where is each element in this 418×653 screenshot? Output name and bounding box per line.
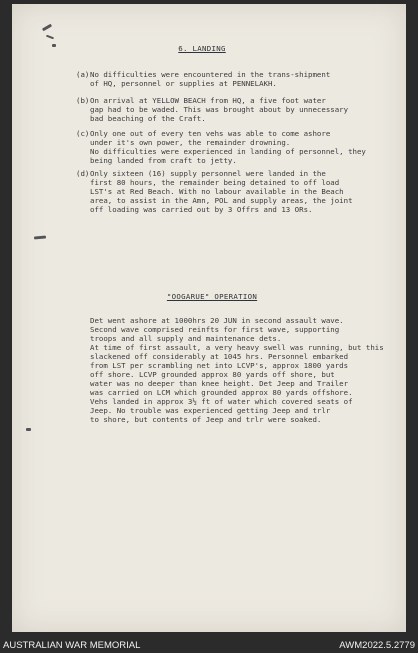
paragraph-text: On arrival at YELLOW BEACH from HQ, a five foot water gap had to be waded. This was brought about by unnecessary bad beaching of the Craft.	[90, 96, 349, 123]
footer-accession-number: AWM2022.5.2779	[339, 640, 415, 651]
footer-bar	[0, 636, 418, 653]
paragraph-label: (b)	[76, 96, 90, 105]
paragraph-text: Only one out of every ten vehs was able to come ashore under it's own power, the remainder drowning. No difficulties were experienced in landing of personnel, they being landed from craft to jetty.	[90, 129, 366, 165]
paragraph-label: (a)	[76, 70, 90, 79]
footer-credit: AUSTRALIAN WAR MEMORIAL	[3, 640, 141, 651]
section-heading: 6. LANDING	[178, 44, 226, 53]
document-page	[12, 4, 406, 632]
paragraph-text: Only sixteen (16) supply personnel were landed in the first 80 hours, the remainder being detained to off load LST's at Red Beach. With no labour available in the Beach area, to assist in the Amn, POL and supply areas, the joint off loading was carried out by 3 Offrs and 13 ORs.	[90, 169, 353, 214]
paragraph-label: (d)	[76, 169, 90, 178]
ink-mark	[46, 35, 54, 40]
ink-mark	[42, 24, 52, 32]
paragraph-text: No difficulties were encountered in the trans-shipment of HQ, personnel or supplies at PENNELAKH.	[90, 70, 331, 88]
ink-mark	[26, 428, 31, 431]
operation-heading: "OOGARUE" OPERATION	[166, 292, 258, 301]
ink-mark	[34, 235, 46, 239]
operation-text: Det went ashore at 1000hrs 20 JUN in second assault wave. Second wave comprised reinfts for first wave, supporting troops and all supply and maintenance dets. At time of first assault, a very heavy swell was running, but this slackened off considerably at 1045 hrs. Personnel embarked from LST per scrambling net into LCVP's, approx 1800 yards off shore. LCVP grounded approx 80 yards off shore, but water was no deeper than knee height. Det Jeep and Trailer was carried on LCM which grounded approx 80 yards offshore. Vehs landed in approx 3½ ft of water which covered seats of Jeep. No trouble was experienced getting Jeep and trlr to shore, but contents of Jeep and trlr were soaked.	[90, 316, 384, 424]
ink-mark	[52, 44, 56, 47]
paragraph-label: (c)	[76, 129, 90, 138]
